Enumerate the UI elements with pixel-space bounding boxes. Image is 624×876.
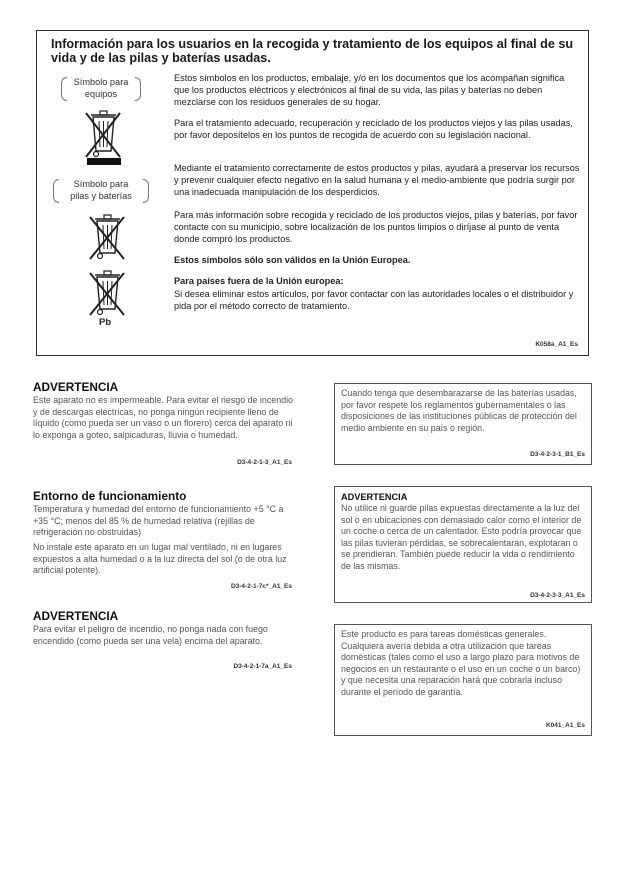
battery-warning-text: No utilice ni guarde pilas expuestas directamente a la luz del sol o en ubicaciones con demasiado calor como el interior de un coche o cerca de un calentador. Esto podría provocar que las pilas tuvieran pérdidas, se sobrecalentaran, explotaran o se prendieran. También puede reducir la vida o rendimiento de las mismas. [341,503,582,571]
weee-paragraph-4: Para más información sobre recogida y reciclado de los productos viejos, pilas y baterías, por favor contacte con su municipio, sobre localización de los puntos limpios o diríjase al punto de venta donde compró los productos. [174,210,578,245]
domestic-use-box [334,624,592,736]
batteries-disposal-text: Cuando tenga que desembarazarse de las baterías usadas, por favor respete los reglamentos gubernamentales o las disposiciones de las instituciones públicas de protección del medio ambiente en su país o región. [341,388,577,433]
batteries-disposal-box [334,383,592,465]
environment-text-2: No instale este aparato en un lugar mal ventilado, ni en lugares expuestos a alta humedad o a la luz directa del sol (o de otra luz artificial potente). [33,542,287,576]
warning-heading: ADVERTENCIA [33,609,119,623]
weee-info-box [36,30,589,356]
warning-heading: ADVERTENCIA [341,492,408,502]
outside-eu-text: Si desea eliminar estos artículos, por favor contactar con las autoridades locales o el distribuidor y pida por el método correcto de tratamiento. [174,289,574,312]
warning-heading: ADVERTENCIA [33,380,119,394]
warning-text: Para evitar el peligro de incendio, no ponga nada con fuego encendido (como pueda ser una vela) encima del aparato. [33,624,268,646]
section-code: D3-4-2-1-7c*_A1_Es [230,583,292,590]
weee-title: Información para los usuarios en la recogida y tratamiento de los equipos al final de su vida y de las pilas y baterías usadas. [51,37,574,65]
section-code: D3-4-2-3-1_B1_Es [530,451,585,458]
crossed-bin-icon [87,213,127,265]
eu-only-note: Estos símbolos sólo son válidos en la Unión Europea. [174,255,411,265]
environment-heading: Entorno de funcionamiento [33,489,187,503]
section-code: D3-4-2-3-3_A1_Es [530,592,585,599]
black-bar [87,158,121,165]
section-code: D3-4-2-1-7a_A1_Es [233,663,292,670]
crossed-bin-icon [87,269,127,321]
outside-eu-heading: Para países fuera de la Unión europea: [174,276,344,286]
weee-paragraph-2: Para el tratamiento adecuado, recuperación y reciclado de los productos viejos y las pilas usadas, por favor deposítelos en los puntos de recogida de acuerdo con su legislación nacional. [174,118,573,141]
warning-text: Este aparato no es impermeable. Para evitar el riesgo de incendio y de descargas eléctricas, no ponga ningún recipiente lleno de líquido (como pueda ser un vaso o un florero) cerca del aparato ni lo exponga a goteo, salpicaduras, lluvia o humedad. [33,395,293,440]
weee-paragraph-1: Estos símbolos en los productos, embalaje, y/o en los documentos que los acompañan significa que los productos eléctricos y electrónicos al final de su vida, las pilas y baterías no deben mezclarse con los residuos generales de su hogar. [174,73,565,108]
battery-warning-box [334,486,592,603]
pb-label: Pb [99,317,112,328]
section-code: K058a_A1_Es [535,341,578,348]
domestic-use-text: Este producto es para tareas domésticas generales. Cualquiera avería debida a otra utilización que tareas domésticas (tales como el uso a largo plazo para motivos de negocios en un restaurante o el uso en un coche o un barco) y que necesita una reparación hará que cobrarla incluso durante el período de garantía. [341,629,581,697]
symbol-batteries-label-text: Símbolo para pilas y baterías [70,179,132,201]
symbol-equipment-label [61,77,141,101]
weee-paragraph-3: Mediante el tratamiento correctamente de estos productos y pilas, ayudará a preservar los recursos y prevenir cualquier efecto negativo en la salud humana y el medio-ambiente que podría surgir por una inadecuada manipulación de los desperdicios. [174,163,580,198]
symbol-batteries-label [53,179,149,203]
section-code: K041_A1_Es [545,722,585,729]
section-code: D3-4-2-1-3_A1_Es [237,459,292,466]
environment-text-1: Temperatura y humedad del entorno de funcionamiento +5 °C a +35 °C; menos del 85 % de humedad relativa (rejillas de refrigeración no obstruidas) [33,504,284,538]
symbol-equipment-label-text: Símbolo para equipos [73,77,129,99]
